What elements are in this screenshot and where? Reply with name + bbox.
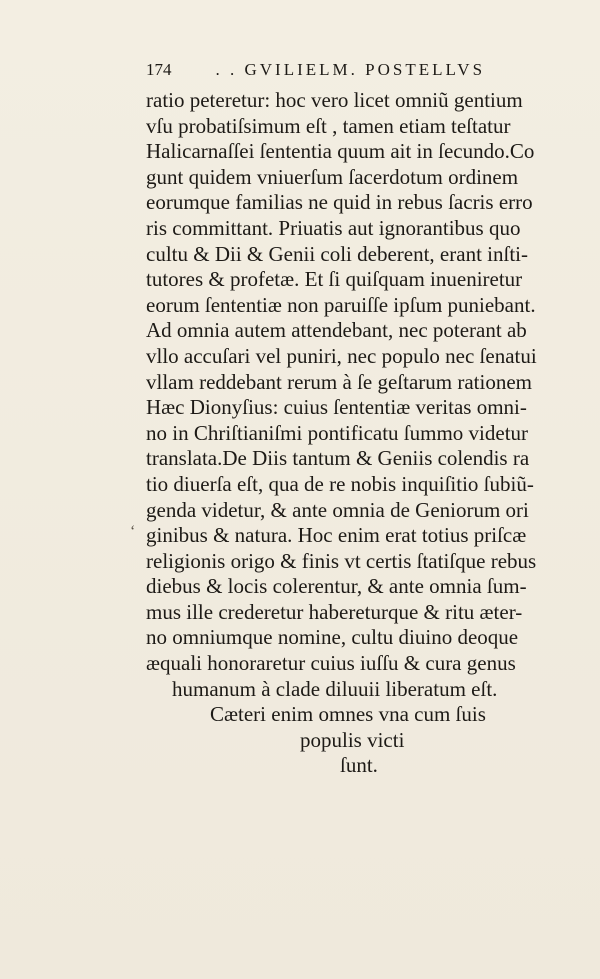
text-line: eorum ſententiæ non paruiſſe ipſum puniebant.	[146, 292, 536, 317]
text-line: cultu & Dii & Genii coli deberent, erant inſti-	[146, 241, 528, 266]
text-line: Ad omnia autem attendebant, nec poterant ab	[146, 318, 527, 343]
text-line: populis victi	[300, 727, 405, 752]
text-line: no in Chriſtianiſmi pontificatu ſummo videtur	[146, 420, 529, 445]
text-line: religionis origo & finis vt certis ſtatiſque rebus	[146, 548, 537, 573]
text-line: humanum à clade diluuii liberatum eſt.	[172, 676, 498, 701]
text-line: ſunt.	[340, 753, 378, 778]
text-line: ginibus & natura. Hoc enim erat totius priſcæ	[146, 523, 527, 548]
text-line: genda videtur, & ante omnia de Geniorum ori	[146, 497, 529, 522]
text-line: vllam reddebant rerum à ſe geſtarum rationem	[146, 369, 533, 394]
margin-mark: ‘	[130, 523, 136, 540]
page-number: 174	[146, 60, 172, 79]
text-line: Cæteri enim omnes vna cum ſuis	[210, 702, 486, 727]
text-line: mus ille crederetur habereturque & ritu æter-	[146, 599, 523, 624]
text-line: diebus & locis colerentur, & ante omnia ſum-	[146, 574, 527, 599]
text-line: ris committant. Priuatis aut ignorantibus quo	[146, 215, 521, 240]
text-line: tio diuerſa eſt, qua de re nobis inquiſitio ſubiũ-	[146, 471, 534, 496]
text-line: Hæc Dionyſius: cuius ſententiæ veritas omni-	[146, 395, 527, 420]
text-line: ratio peteretur: hoc vero licet omniũ gentium	[146, 88, 523, 112]
text-line: vſu probatiſsimum eſt , tamen etiam teſtatur	[146, 113, 511, 138]
text-line: vllo accuſari vel puniri, nec populo nec ſenatui	[146, 343, 537, 368]
text-line: no omniumque nomine, cultu diuino deoque	[146, 625, 519, 650]
text-line: tutores & profetæ. Et ſi quiſquam inueniretur	[146, 267, 523, 292]
body-text	[146, 88, 586, 779]
text-line: æquali honoraretur cuius iuſſu & cura genus	[146, 651, 516, 676]
text-line: translata.De Diis tantum & Geniis colendis ra	[146, 446, 530, 471]
text-line: eorumque familias ne quid in rebus ſacris erro	[146, 190, 533, 215]
text-line: Halicarnaſſei ſententia quum ait in ſecundo.Co	[146, 139, 535, 164]
text-line: gunt quidem vniuerſum ſacerdotum ordinem	[146, 164, 519, 189]
running-head: . . GVILIELM. POSTELLVS	[215, 60, 486, 79]
page-header	[146, 60, 536, 80]
